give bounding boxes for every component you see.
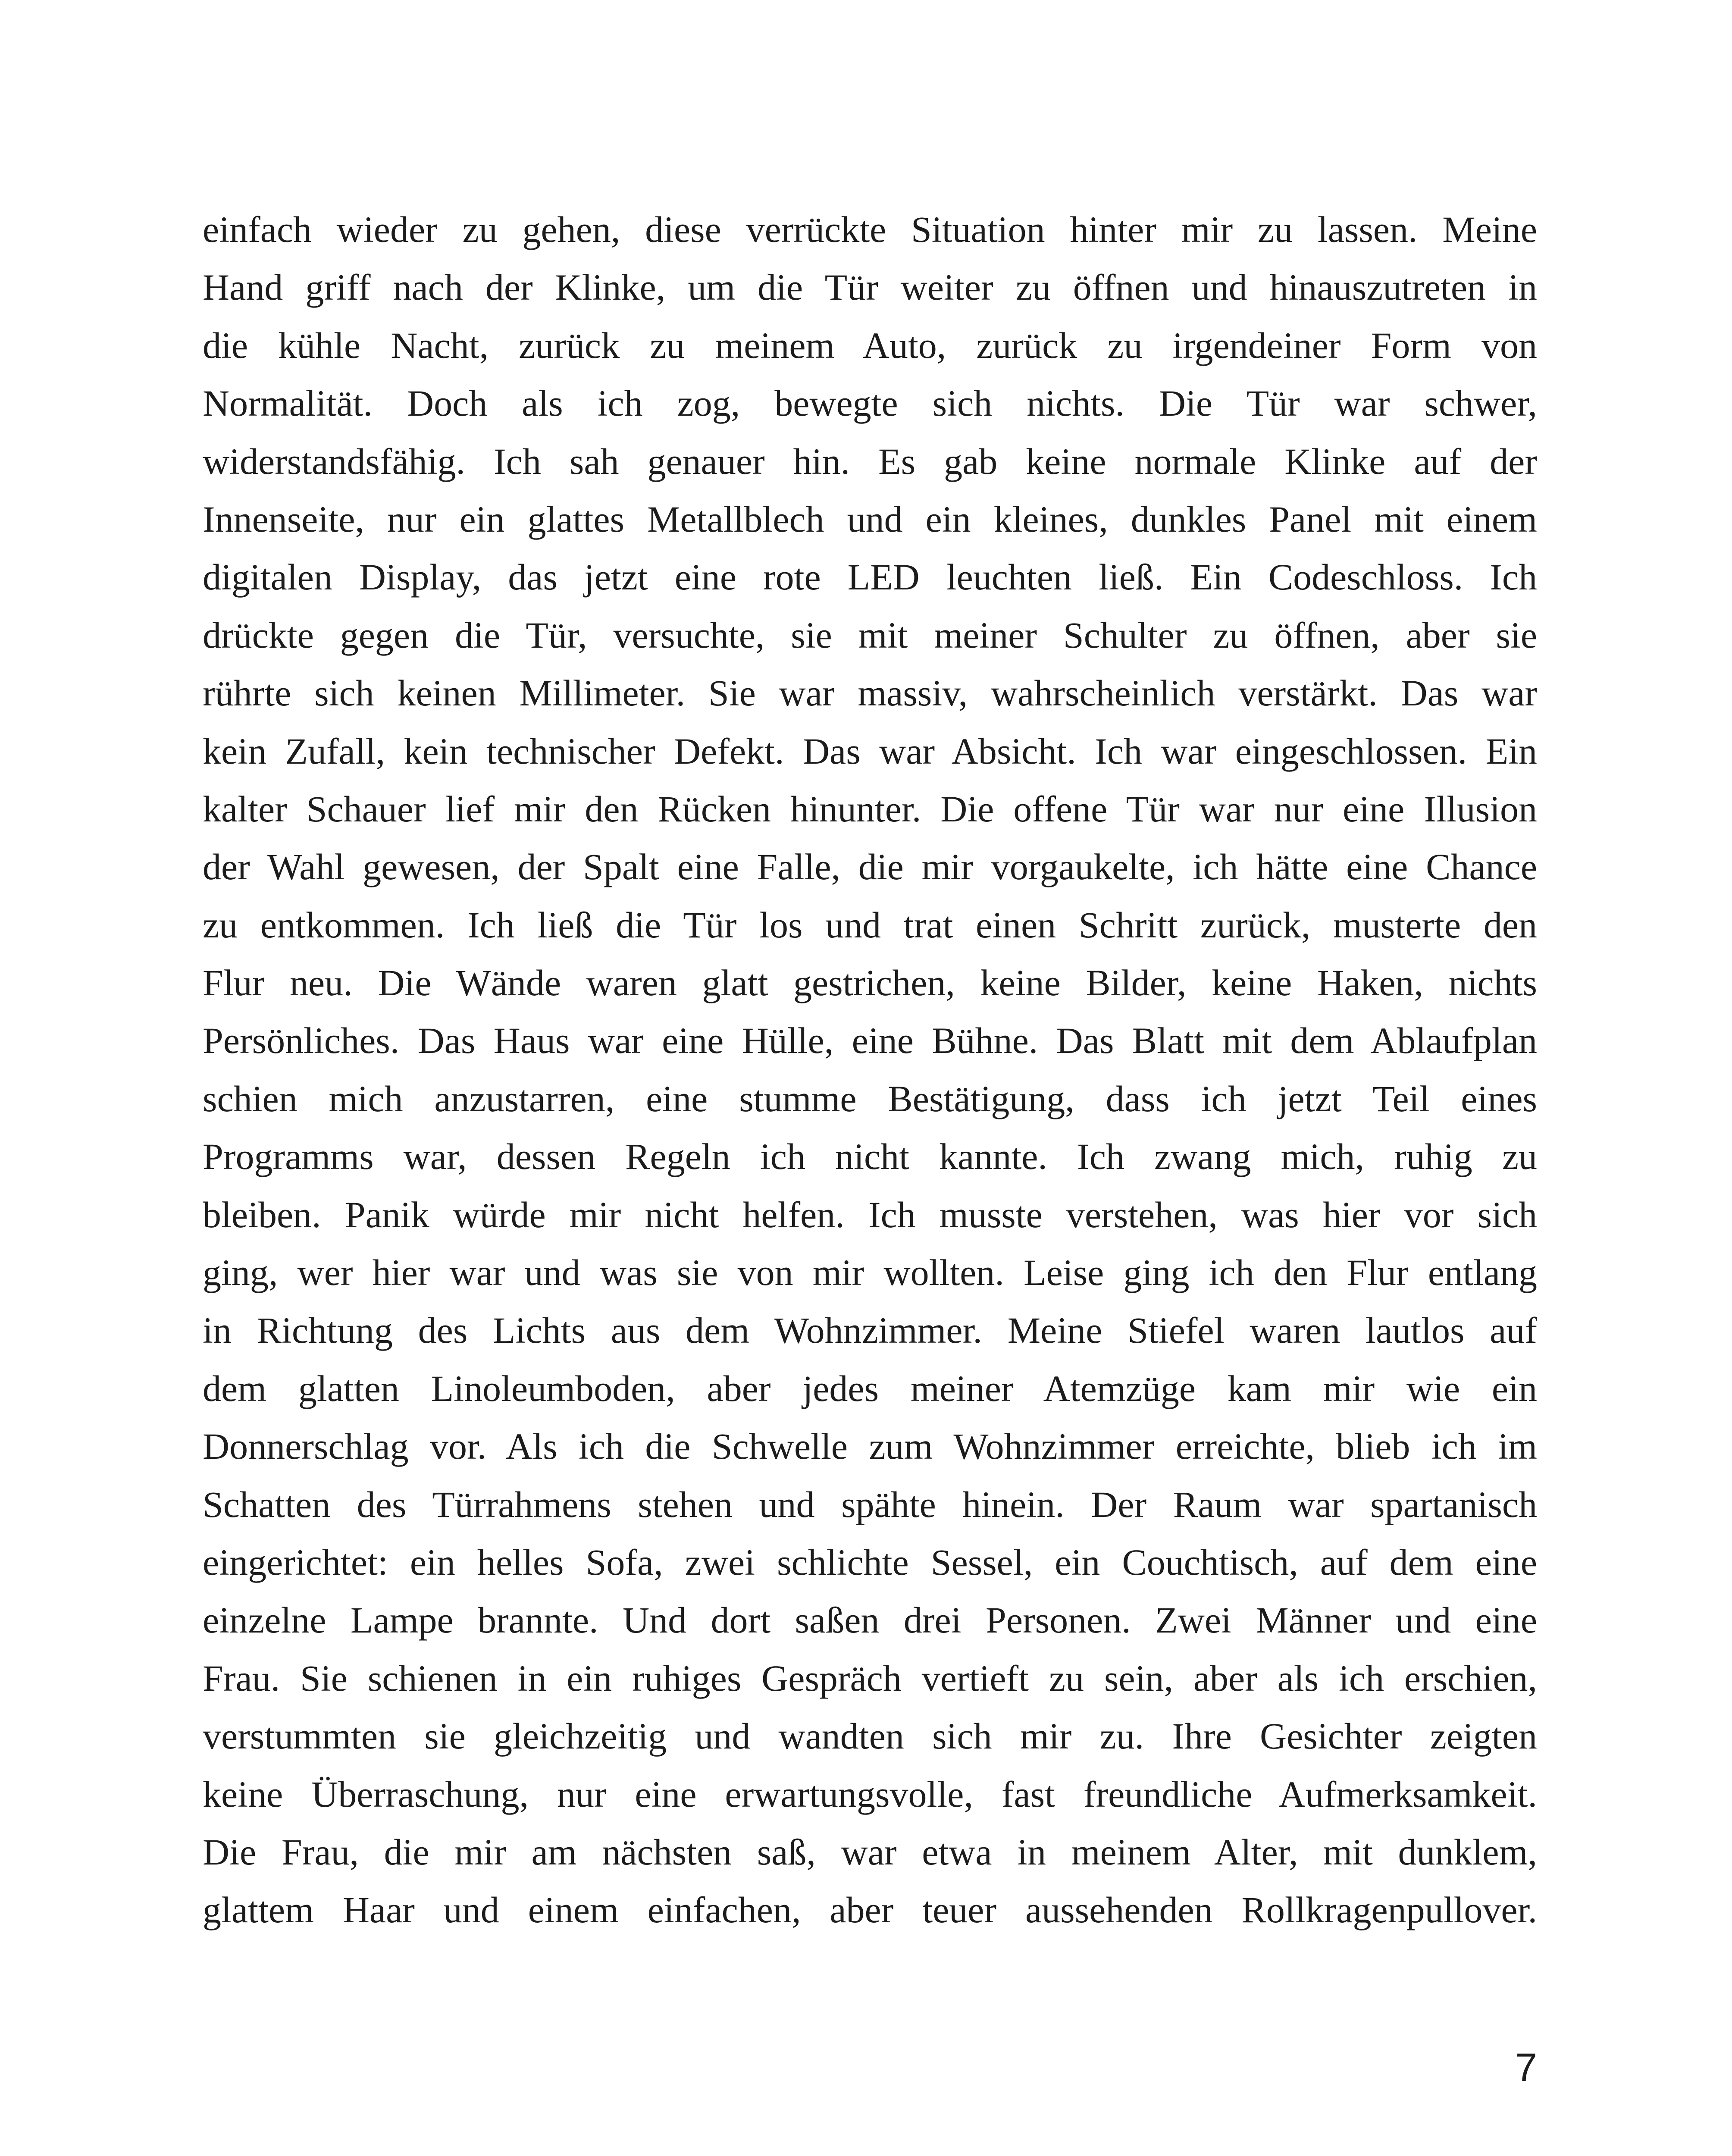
page-number: 7: [1515, 2046, 1537, 2090]
text-line: Normalität. Doch als ich zog, bewegte sich nichts. Die Tür war schwer,: [203, 382, 1537, 424]
text-line: Programms war, dessen Regeln ich nicht kannte. Ich zwang mich, ruhig zu: [203, 1136, 1537, 1178]
text-line: schien mich anzustarren, eine stumme Bestätigung, dass ich jetzt Teil eines: [203, 1078, 1537, 1119]
text-line: Donnerschlag vor. Als ich die Schwelle zum Wohnzimmer erreichte, blieb ich im: [203, 1426, 1537, 1467]
text-line: bleiben. Panik würde mir nicht helfen. Ich musste verstehen, was hier vor sich: [203, 1194, 1537, 1235]
text-line: Frau. Sie schienen in ein ruhiges Gespräch vertieft zu sein, aber als ich erschien,: [203, 1657, 1537, 1699]
text-line: Die Frau, die mir am nächsten saß, war etwa in meinem Alter, mit dunklem,: [203, 1831, 1537, 1873]
body-paragraph: [203, 201, 1537, 1939]
text-line: kein Zufall, kein technischer Defekt. Das war Absicht. Ich war eingeschlossen. Ein: [203, 730, 1537, 772]
text-line: rührte sich keinen Millimeter. Sie war massiv, wahrscheinlich verstärkt. Das war: [203, 672, 1537, 714]
text-line: Hand griff nach der Klinke, um die Tür weiter zu öffnen und hinauszutreten in: [203, 266, 1537, 308]
text-line: digitalen Display, das jetzt eine rote LED leuchten ließ. Ein Codeschloss. Ich: [203, 556, 1537, 598]
text-line: keine Überraschung, nur eine erwartungsvolle, fast freundliche Aufmerksamkeit.: [203, 1773, 1537, 1815]
text-line: die kühle Nacht, zurück zu meinem Auto, zurück zu irgendeiner Form von: [203, 324, 1537, 366]
text-line: verstummten sie gleichzeitig und wandten sich mir zu. Ihre Gesichter zeigten: [203, 1715, 1537, 1757]
text-line: zu entkommen. Ich ließ die Tür los und trat einen Schritt zurück, musterte den: [203, 904, 1537, 946]
text-line: drückte gegen die Tür, versuchte, sie mit meiner Schulter zu öffnen, aber sie: [203, 614, 1537, 656]
text-line: Flur neu. Die Wände waren glatt gestrichen, keine Bilder, keine Haken, nichts: [203, 962, 1537, 1004]
text-line: der Wahl gewesen, der Spalt eine Falle, die mir vorgaukelte, ich hätte eine Chance: [203, 846, 1537, 888]
text-line: glattem Haar und einem einfachen, aber teuer aussehenden Rollkragenpullover.: [203, 1889, 1537, 1931]
text-line: Innenseite, nur ein glattes Metallblech und ein kleines, dunkles Panel mit einem: [203, 498, 1537, 540]
text-line: kalter Schauer lief mir den Rücken hinunter. Die offene Tür war nur eine Illusion: [203, 788, 1537, 830]
text-line: eingerichtet: ein helles Sofa, zwei schlichte Sessel, ein Couchtisch, auf dem eine: [203, 1541, 1537, 1583]
text-line: einzelne Lampe brannte. Und dort saßen drei Personen. Zwei Männer und eine: [203, 1599, 1537, 1641]
text-line: dem glatten Linoleumboden, aber jedes meiner Atemzüge kam mir wie ein: [203, 1367, 1537, 1409]
text-line: Persönliches. Das Haus war eine Hülle, eine Bühne. Das Blatt mit dem Ablaufplan: [203, 1020, 1537, 1062]
text-line: einfach wieder zu gehen, diese verrückte Situation hinter mir zu lassen. Meine: [203, 209, 1537, 250]
text-line: widerstandsfähig. Ich sah genauer hin. Es gab keine normale Klinke auf der: [203, 440, 1537, 482]
text-line: ging, wer hier war und was sie von mir wollten. Leise ging ich den Flur entlang: [203, 1252, 1537, 1294]
text-line: Schatten des Türrahmens stehen und spähte hinein. Der Raum war spartanisch: [203, 1483, 1537, 1525]
text-line: in Richtung des Lichts aus dem Wohnzimmer. Meine Stiefel waren lautlos auf: [203, 1310, 1537, 1351]
